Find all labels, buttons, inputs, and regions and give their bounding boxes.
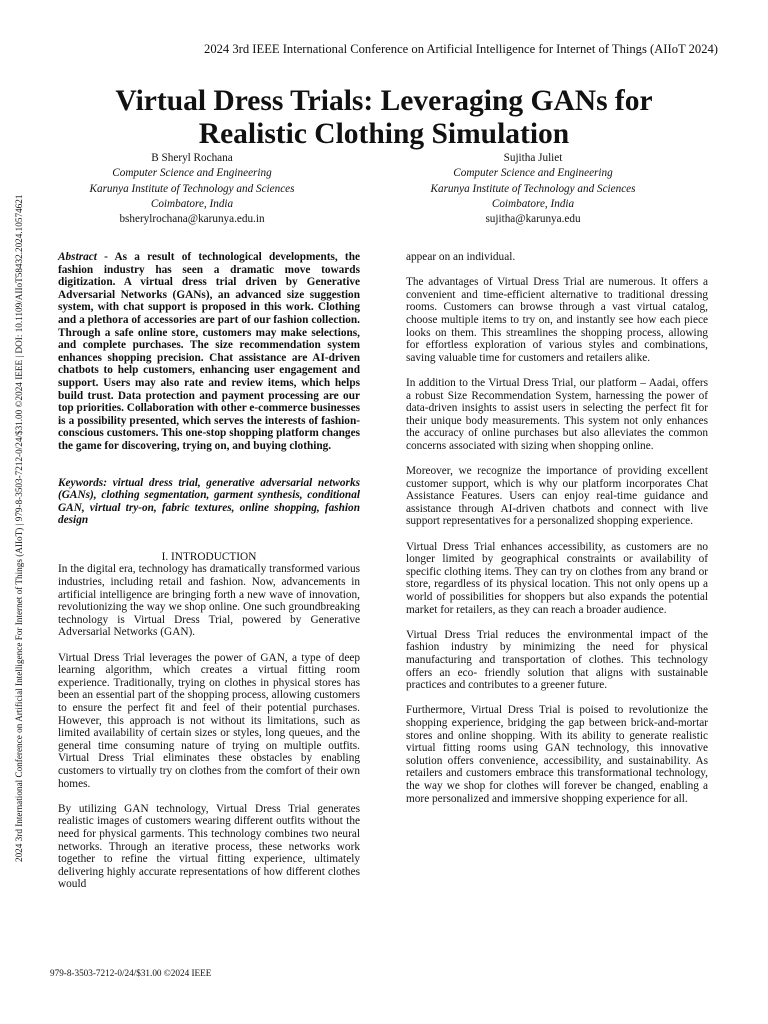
author-email: sujitha@karunya.edu xyxy=(485,213,581,226)
author-department: Computer Science and Engineering xyxy=(453,167,613,180)
right-column xyxy=(406,251,708,818)
author-institution: Karunya Institute of Technology and Sciences xyxy=(89,182,295,195)
author-block-1 xyxy=(42,151,342,227)
section-heading-introduction: I. INTRODUCTION xyxy=(161,550,257,563)
author-block-2 xyxy=(383,151,683,227)
author-institution: Karunya Institute of Technology and Sciences xyxy=(430,182,636,195)
body-paragraph: Moreover, we recognize the importance of providing excellent customer support, which is why our platform incorporates Chat Assistance Features. Users can enjoy real-time guidance and assistance through AI-driven chatbots and connect with live support representatives for a personalized shopping experience. xyxy=(406,465,708,528)
body-paragraph: Furthermore, Virtual Dress Trial is poised to revolutionize the shopping experience, bridging the gap between brick-and-mortar stores and online shopping. With its ability to generate realistic virtual fitting rooms using GAN technology, this innovative solution offers convenience, accessibility, and sustainability. As retailers and customers embrace this transformational technology, the way we shop for clothes will forever be changed, enabling a more personalized and immersive shopping experience for all. xyxy=(406,704,708,805)
paper-title: Virtual Dress Trials: Leveraging GANs for Realistic Clothing Simulation xyxy=(115,85,653,150)
author-location: Coimbatore, India xyxy=(150,197,234,210)
body-paragraph: Virtual Dress Trial enhances accessibility, as customers are no longer limited by geographical constraints or availability of specific clothing items. They can try on clothes from any brand or store, regardless of its physical location. This not only opens up a world of possibilities for shoppers but also expands the potential market for retailers, as they can reach a broader audience. xyxy=(406,540,708,616)
keywords xyxy=(58,477,360,527)
abstract xyxy=(58,251,360,453)
body-paragraph: By utilizing GAN technology, Virtual Dress Trial generates realistic images of customers wearing different outfits without the need for physical garments. This technology combines two neural networks. Through an iterative process, these networks work together to refine the virtual fitting experience, ultimately delivering highly accurate representations of how different clothes would xyxy=(58,802,360,891)
body-paragraph: In addition to the Virtual Dress Trial, our platform – Aadai, offers a robust Size Recommendation System, harnessing the power of data-driven insights to assist users in selecting the perfect fit for their unique body measurements. This system not only enhances the accuracy of online purchases but also alleviates the common concerns associated with sizing when shopping online. xyxy=(406,376,708,452)
body-paragraph: Virtual Dress Trial reduces the environmental impact of the fashion industry by minimizing the need for physical manufacturing and transportation of clothes. This technology offers an eco- friendly solution that aligns with sustainable practices and contributes to a greener future. xyxy=(406,628,708,692)
body-paragraph: Virtual Dress Trial leverages the power of GAN, a type of deep learning algorithm, which creates a virtual fitting room experience. Traditionally, trying on clothes in physical stores has been an essential part of the shopping process, allowing customers to ensure the perfect fit and feel of their potential purchases. However, this approach is not without its limitations, such as limited availability of certain sizes or styles, long queues, and the general time consuming nature of trying on multiple outfits. Virtual Dress Trial eliminates these obstacles by enabling customers to virtually try on clothes from the comfort of their own homes. xyxy=(58,651,360,790)
body-paragraph: appear on an individual. xyxy=(406,251,516,263)
footer-copyright: 979-8-3503-7212-0/24/$31.00 ©2024 IEEE xyxy=(50,968,212,978)
conference-header: 2024 3rd IEEE International Conference on Artificial Intelligence for Internet of Things (AIIoT 2024) xyxy=(204,42,718,56)
author-name: B Sheryl Rochana xyxy=(151,152,233,164)
author-email: bsherylrochana@karunya.edu.in xyxy=(119,213,265,226)
keywords-text: virtual dress trial, generative adversarial networks (GANs), clothing segmentation, garment synthesis, conditional GAN, virtual try-on, fabric textures, online shopping, fashion design xyxy=(58,476,360,527)
left-column xyxy=(58,251,360,904)
abstract-text: - As a result of technological developments, the fashion industry has seen a dramatic move towards digitization. A virtual dress trial driven by Generative Adversarial Networks (GANs), an advanced size suggestion system, with chat support is proposed in this work. Clothing and a plethora of accessories are part of our fashion collection. Through a safe online store, customers may make selections, and complete purchases. The size recommendation system enhances shopping precision. Chat assistance are AI-driven chatbots to help customers, enhancing user engagement and support. Users may also rate and review items, which helps build trust. Data protection and payment processing are our top priorities. Collaboration with other e-commerce businesses is a possibility presented, which serves the interests of fashion-conscious customers. This one-stop shopping platform changes the game for discovering, trying on, and buying clothing. xyxy=(58,251,360,452)
body-paragraph: The advantages of Virtual Dress Trial are numerous. It offers a convenient and time-efficient alternative to traditional dressing rooms. Customers can browse through a vast virtual catalog, choose multiple items to try on, and instantly see how each piece looks on them. This streamlines the shopping process, allowing for effortless exploration of various styles and combinations, saving valuable time for customers and retailers alike. xyxy=(406,276,708,364)
body-paragraph: In the digital era, technology has dramatically transformed various industries, including retail and fashion. Now, advancements in artificial intelligence are bringing forth a new wave of innovation, revolutionizing the way we shop online. One such groundbreaking technology is Virtual Dress Trial, powered by Generative Adversarial Networks (GAN). xyxy=(58,563,360,639)
keywords-label: Keywords: xyxy=(58,476,107,489)
author-name: Sujitha Juliet xyxy=(503,152,563,164)
author-location: Coimbatore, India xyxy=(491,197,575,210)
author-department: Computer Science and Engineering xyxy=(112,167,272,180)
side-doi-note: 2024 3rd International Conference on Artificial Intelligence For Internet of Things (AIIoT) | 979-8-3503-7212-0/24/$31.00 ©2024 IEEE | DOI: 10.1109/AIIoT58432.2024.10574621 xyxy=(14,194,24,862)
introduction-left xyxy=(58,563,360,890)
abstract-label: Abstract xyxy=(58,251,97,263)
